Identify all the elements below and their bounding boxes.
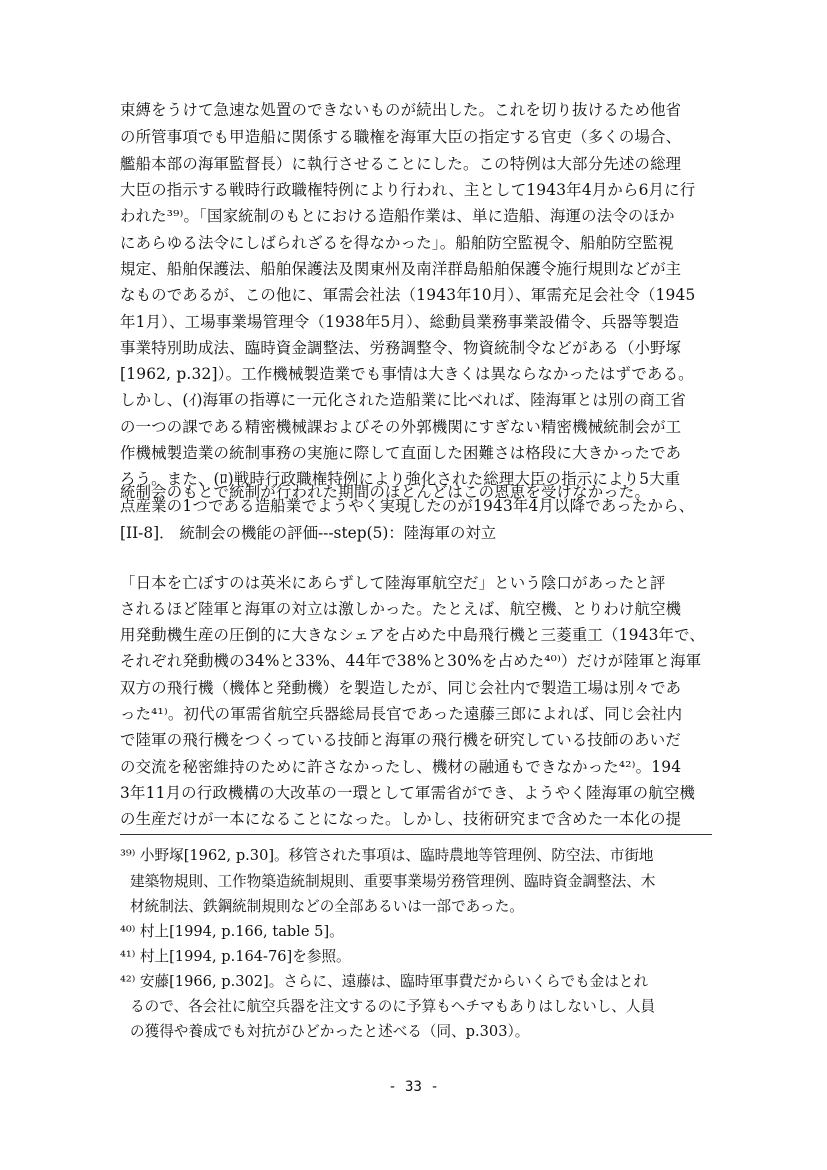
footnote-line: ⁴¹⁾ 村上[1994, p.164-76]を参照。 [120, 948, 351, 965]
body-line: 年1月）、工場事業場管理令（1938年5月）、総動員業務事業設備令、兵器等製造 [120, 313, 680, 331]
body-line: なものであるが、この他に、軍需会社法（1943年10月）、軍需充足会社令（1945 [120, 286, 696, 304]
body-line: 作機械製造業の統制事務の実施に際して直面した困難さは格段に大きかったであ [120, 444, 682, 462]
body-line: われた³⁹⁾。「国家統制のもとにおける造船作業は、単に造船、海運の法令のほか [120, 207, 675, 225]
footnote-line: の獲得や養成でも対抗がひどかったと述べる（同、p.303）。 [130, 1023, 530, 1040]
body-line: で陸軍の飛行機をつくっている技師と海軍の飛行機を研究している技師のあいだ [120, 731, 681, 749]
body-line: 点産業の1つである造船業でようやく実現したのが1943年4月以降であったから、 [120, 497, 695, 515]
body-line: 艦船本部の海軍監督長）に執行させることにした。この特例は大部分先述の総理 [120, 155, 682, 173]
body-line: 用発動機生産の圧倒的に大きなシェアを占めた中島飛行機と三菱重工（1943年で、 [120, 626, 706, 644]
body-line: 大臣の指示する戦時行政職権特例により行われ、主として1943年4月から6月に行 [120, 181, 696, 199]
body-line: の一つの課である精密機械課およびその外郭機関にすぎない精密機械統制会が工 [120, 418, 682, 436]
body-line: 「日本を亡ぼすのは英米にあらずして陸海軍航空だ」という陰口があったと評 [120, 574, 666, 592]
footnote-line: 材統制法、鉄鋼統制規則などの全部あるいは一部であった。 [130, 898, 524, 915]
footnote-separator [120, 834, 712, 835]
body-line: の所管事項でも甲造船に関係する職権を海軍大臣の指定する官吏（多くの場合、 [120, 128, 682, 146]
body-line: それぞれ発動機の34%と33%、44年で38%と30%を占めた⁴⁰⁾）だけが陸軍と海軍 [120, 652, 702, 670]
footnote-line: ⁴²⁾ 安藤[1966, p.302]。さらに、遠藤は、臨時軍事費だからいくらでも金はとれ [120, 973, 649, 990]
body-line: [1962, p.32]）。工作機械製造業でも事情は大きくは異ならなかったはずである。 [120, 365, 694, 383]
body-line: 双方の飛行機（機体と発動機）を製造したが、同じ会社内で製造工場は別々であ [120, 679, 682, 697]
body-line: の交流を秘密維持のために許さなかったし、機材の融通もできなかった⁴²⁾。194 [120, 758, 682, 776]
body-line: されるほど陸軍と海軍の対立は激しかった。たとえば、航空機、とりわけ航空機 [120, 600, 682, 618]
body-line: 規定、船舶保護法、船舶保護法及関東州及南洋群島船舶保護令施行規則などが主 [120, 260, 682, 278]
body-line: しかし、(ｲ)海軍の指導に一元化された造船業に比べれば、陸海軍とは別の商工省 [120, 391, 686, 409]
page-number: - 33 - [388, 1079, 439, 1095]
body-line: った⁴¹⁾。初代の軍需省航空兵器総局長官であった遠藤三郎によれば、同じ会社内 [120, 705, 683, 723]
body-line: にあらゆる法令にしばられざるを得なかった」。船舶防空監視令、船舶防空監視 [120, 234, 674, 252]
section-heading: [II-8]． 統制会の機能の評価---step(5)：陸海軍の対立 [120, 524, 497, 542]
body-line: 束縛をうけて急速な処置のできないものが続出した。これを切り抜けるため他省 [120, 101, 682, 119]
body-line: 統制会のもとで統制が行われた期間のほとんどはこの恩恵を受けなかった。 [120, 483, 651, 501]
body-line: 3年11月の行政機構の大改革の一環として軍需省ができ、ようやく陸海軍の航空機 [120, 784, 696, 802]
body-line: ろう。また、(ﾛ)戦時行政職権特例により強化された総理大臣の指示により5大重 [120, 470, 681, 488]
body-line: の生産だけが一本になることになった。しかし、技術研究まで含めた一本化の提 [120, 810, 682, 828]
footnote-line: 建築物規則、工作物築造統制規則、重要事業場労務管理例、臨時資金調整法、木 [130, 873, 656, 890]
footnote-line: ³⁹⁾ 小野塚[1962, p.30]。移管された事項は、臨時農地等管理例、防空法、市街地 [120, 847, 654, 864]
body-line: 事業特別助成法、臨時資金調整法、労務調整令、物資統制令などがある（小野塚 [120, 339, 682, 357]
footnote-line: るので、各会社に航空兵器を注文するのに予算もヘチマもありはしないし、人員 [130, 998, 656, 1015]
footnote-line: ⁴⁰⁾ 村上[1994, p.166, table 5]。 [120, 923, 344, 940]
